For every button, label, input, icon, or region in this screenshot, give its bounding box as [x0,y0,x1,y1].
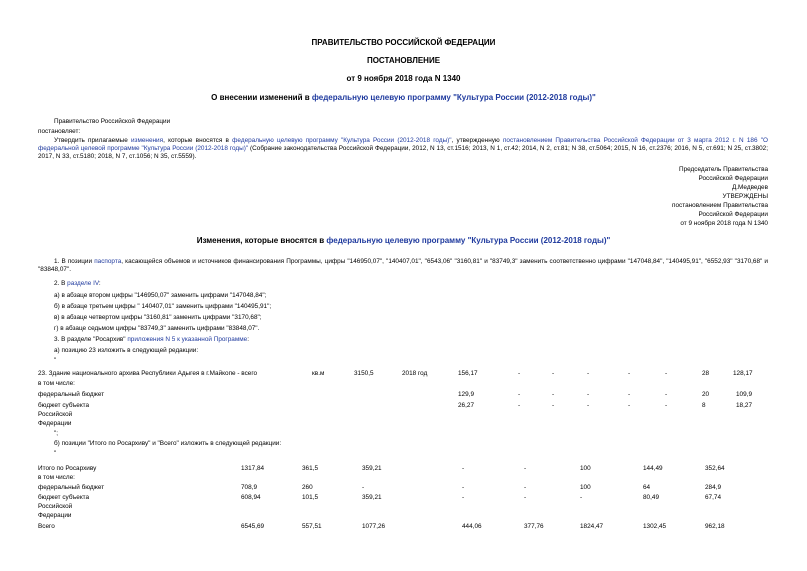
intro-text-b: , которые вносятся в [163,137,233,144]
table2-subject-cont-1: Российской [38,503,73,510]
table2-r0-c2: 361,5 [302,465,318,472]
table1-year: 2018 год [402,370,428,377]
table1-r0-v1: 156,17 [458,370,478,377]
changes-title [0,236,807,246]
table2-r1-c2: 260 [302,484,313,491]
intro-link-changes[interactable]: изменения [130,137,164,144]
table1-r2-d5: - [665,402,668,409]
table2-r1-c7: 64 [643,484,651,491]
table1-r2-d4: - [628,402,631,409]
table2-r2-c5: - [524,494,527,501]
table1-r1-name: федеральный бюджет [38,391,105,398]
table1-r1-v3: 109,9 [736,391,752,398]
table2-r1-c3: - [362,484,365,491]
table2-r3-c1: 6545,69 [241,523,265,530]
table2-r1-c8: 284,9 [705,484,721,491]
table2-r0-c7: 144,49 [643,465,663,472]
item-3a: а) позицию 23 изложить в следующей редакции: [54,347,199,354]
item-2c: в) в абзаце четвертом цифры "3160,81" заменить цифрами "3170,68"; [54,314,262,321]
approved-line-3: Российской Федерации [698,211,768,218]
approved-line-1: УТВЕРЖДЕНЫ [722,193,768,200]
table2-r2-c6: - [580,494,583,501]
table1-r2-d2: - [552,402,555,409]
table2-r3-c8: 962,18 [705,523,725,530]
table2-r2-name: бюджет субъекта [38,494,90,501]
table1-r2-d1: - [518,402,521,409]
quote-open-1: " [54,357,57,364]
table1-r1-d2: - [552,391,555,398]
table2-incl: в том числе: [38,474,75,481]
signature-line-2: Российской Федерации [698,175,768,182]
item-1-link-passport[interactable]: паспорта [94,258,122,265]
table1-r2-v3: 18,27 [736,402,752,409]
table2-r3-c7: 1302,45 [643,523,667,530]
item-1 [38,258,768,274]
table2-r3-c2: 557,51 [302,523,322,530]
table1-r1-d3: - [587,391,590,398]
header-title [0,93,807,103]
quote-open-2: " [54,450,57,457]
table1-r2-v2: 8 [702,402,706,409]
table1-item: 23. Здание национального архива Республики Адыгея в г.Майкопе - всего [38,370,258,377]
table1-r2-name: бюджет субъекта [38,402,90,409]
table2-r3-c6: 1824,47 [580,523,604,530]
item-2b: б) в абзаце третьем цифры " 140407,01" заменить цифрами "140495,91"; [54,303,272,310]
table1-r1-d1: - [518,391,521,398]
table2-r3-c3: 1077,26 [362,523,386,530]
table2-r0-c1: 1317,84 [241,465,265,472]
table1-r0-d4: - [628,370,631,377]
table2-r2-c7: 80,49 [643,494,659,501]
signature-line-1: Председатель Правительства [679,166,768,173]
table1-subject-cont-1: Российской [38,411,73,418]
table1-r0-d1: - [518,370,521,377]
item-2-text-a: 2. В [54,280,68,287]
table1-r0-v2: 28 [702,370,710,377]
table2-r0-c3: 359,21 [362,465,382,472]
table2-r3-c5: 377,76 [524,523,544,530]
approved-line-4: от 9 ноября 2018 года N 1340 [680,220,768,227]
table2-r0-c8: 352,64 [705,465,725,472]
table2-r2-c1: 608,94 [241,494,261,501]
table1-unit: кв.м [312,370,325,377]
table2-r1-c1: 708,9 [241,484,257,491]
item-3-text-b: : [247,336,249,343]
intro-text-a: Утвердить прилагаемые [54,137,131,144]
table2-r2-c4: - [462,494,465,501]
table2-subject-cont-2: Федерации [38,512,72,519]
changes-title-prefix: Изменения, которые вносятся в [196,236,327,245]
table2-r1-name: федеральный бюджет [38,484,105,491]
table1-subject-cont-2: Федерации [38,420,72,427]
header-doc-type: ПОСТАНОВЛЕНИЕ [366,56,441,65]
item-3-link-appendix[interactable]: приложения N 5 к указанной Программе [127,336,248,343]
item-3 [54,336,249,344]
gov-line: Правительство Российской Федерации [54,118,171,125]
intro-text-d: (Собрание законодательства Российской Федерации, 2012, N 13, ст.1516; 2013, N 1, ст.42; 2014, N 2, ст.81; N 38, ст.5064; 2015, N 16, ст.2376; 2016, N 5, ст.691; N 25, ст.3802; 2017, N 33, ст.5180; 2018, N 7, ст.1056; N 35, ст.5559). [38,145,768,160]
table1-incl: в том числе: [38,380,75,387]
intro-link-resolution[interactable]: постановлением Правительства Российской Федерации от 3 марта 2012 г. N 186 "О федеральной целевой программе "Культура России (2012-2018 годы)" [38,137,768,152]
header-date-number: от 9 ноября 2018 года N 1340 [346,74,461,83]
table2-r3-name: Всего [38,523,55,530]
table1-area: 3150,5 [354,370,374,377]
table2-r2-c2: 101,5 [302,494,318,501]
intro-text-c: , утвержденную [451,137,503,144]
table1-r1-v1: 129,9 [458,391,474,398]
item-3b: б) позиции "Итого по Росархиву" и "Всего" изложить в следующей редакции: [54,440,282,447]
header-title-prefix: О внесении изменений в [211,93,312,102]
table2-r0-name: Итого по Росархиву [38,465,97,472]
table2-r0-c5: - [524,465,527,472]
table2-r3-c4: 444,06 [462,523,482,530]
table2-r2-c8: 67,74 [705,494,721,501]
item-2 [54,280,101,288]
table2-r1-c5: - [524,484,527,491]
table1-r0-d2: - [552,370,555,377]
item-1-text-a: 1. В позиции [54,258,95,265]
resolves-line: постановляет: [38,128,81,135]
table1-r0-v3: 128,17 [733,370,753,377]
item-1-text-b: , касающейся объемов и источников финансирования Программы, цифры "146950,07", "140407,01", "6543,06" "3160,81" и "83749,3" заменить соответственно цифрами "147048,84", "140495,91", "6552,93" "3170,68" и "83848,07". [38,258,768,273]
item-2a: а) в абзаце втором цифры "146950,07" заменить цифрами "147048,84"; [54,292,267,299]
table1-r2-v1: 26,27 [458,402,474,409]
item-3-text-a: 3. В разделе "Росархив" [54,336,128,343]
table1-r1-v2: 20 [702,391,710,398]
table2-r1-c4: - [462,484,465,491]
header-org: ПРАВИТЕЛЬСТВО РОССИЙСКОЙ ФЕДЕРАЦИИ [311,38,496,47]
table1-r2-d3: - [587,402,590,409]
table1-r1-d5: - [665,391,668,398]
table1-r0-d5: - [665,370,668,377]
changes-title-link[interactable]: федеральную целевую программу "Культура России (2012-2018 годы)" [326,236,611,245]
header-title-link[interactable]: федеральную целевую программу "Культура России (2012-2018 годы)" [311,93,596,102]
table1-r1-d4: - [628,391,631,398]
table2-r2-c3: 359,21 [362,494,382,501]
item-2-text-b: : [98,280,101,287]
intro-link-program[interactable]: федеральную целевую программу "Культура России (2012-2018 годы)" [232,137,452,144]
table1-r0-d3: - [587,370,590,377]
item-2d: г) в абзаце седьмом цифры "83749,3" заменить цифрами "83848,07". [54,325,260,332]
signature-line-3: Д.Медведев [731,184,768,191]
approved-line-2: постановлением Правительства [672,202,768,209]
quote-close-1: "; [54,430,59,437]
intro-paragraph [38,137,768,161]
table2-r1-c6: 100 [580,484,591,491]
item-2-link-section[interactable]: разделе IV [67,280,99,287]
table2-r0-c4: - [462,465,465,472]
table2-r0-c6: 100 [580,465,591,472]
